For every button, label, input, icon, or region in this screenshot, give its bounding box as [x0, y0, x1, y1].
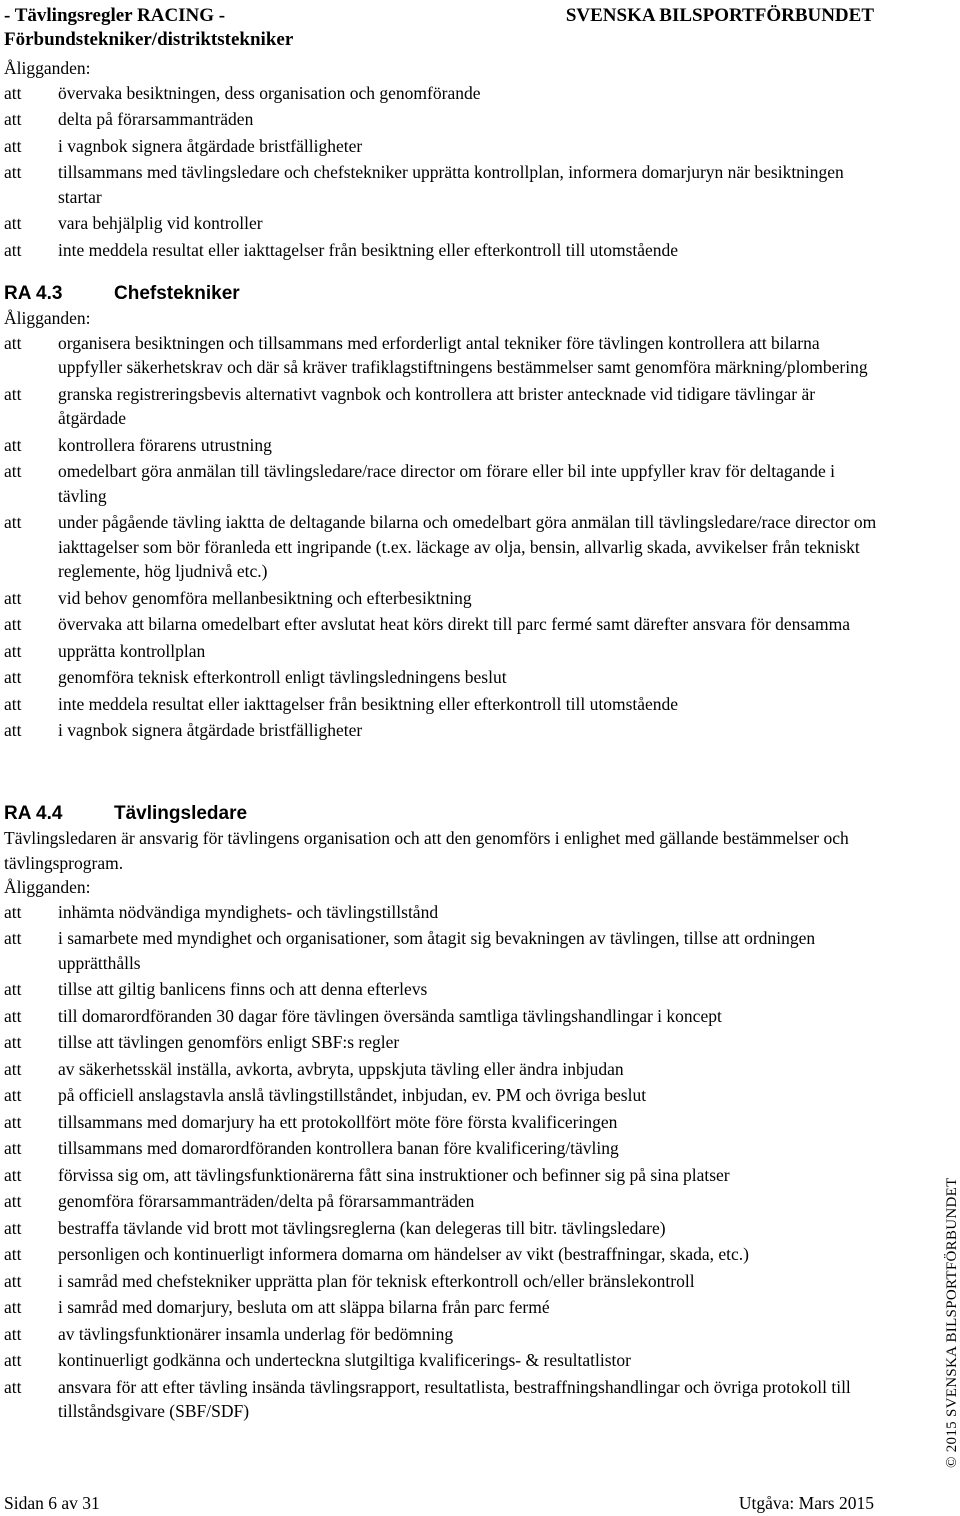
item-prefix: att	[4, 1032, 22, 1052]
item-text: övervaka besiktningen, dess organisation och genomförande	[58, 82, 481, 103]
item-prefix: att	[4, 979, 22, 999]
item-text: omedelbart göra anmälan till tävlingsledare/race director om förare eller bil inte uppfyller krav för deltagande i tävling	[58, 461, 835, 506]
list-item	[4, 238, 920, 263]
page-header	[4, 4, 874, 52]
item-prefix: att	[4, 135, 22, 156]
list-item	[4, 900, 920, 925]
list-item	[4, 1030, 920, 1055]
item-text: organisera besiktningen och tillsammans med erforderligt antal tekniker före tävlingen kontrollera att bilarna uppfyller säkerhetskrav och där så kräver trafiklagstiftningens bestämmelser samt genomföra märkning/plombering	[58, 332, 868, 377]
item-text: granska registreringsbevis alternativt vagnbok och kontrollera att brister antecknade vid tidigare tävlingar är åtgärdade	[58, 383, 816, 428]
item-prefix: att	[4, 1350, 22, 1370]
list-item	[4, 1375, 920, 1424]
list-item	[4, 586, 920, 611]
header-organization: SVENSKA BILSPORTFÖRBUNDET	[565, 5, 874, 26]
item-prefix: att	[4, 928, 22, 948]
item-prefix: att	[4, 614, 22, 634]
item-prefix: att	[4, 1244, 22, 1264]
item-prefix: att	[4, 1297, 22, 1317]
item-text: i vagnbok signera åtgärdade bristfälligheter	[58, 135, 363, 156]
list-item	[4, 382, 920, 431]
item-prefix: att	[4, 720, 22, 740]
list-item	[4, 639, 920, 664]
list-item	[4, 1110, 920, 1135]
list-item	[4, 1242, 920, 1267]
item-text: upprätta kontrollplan	[58, 640, 206, 661]
item-prefix: att	[4, 1111, 22, 1132]
list-item	[4, 1057, 920, 1082]
item-prefix: att	[4, 512, 22, 532]
item-text: i samarbete med myndighet och organisationer, som åtagit sig bevakningen av tävlingen, tillse att ordningen upprätthålls	[58, 928, 816, 973]
list-item	[4, 459, 920, 508]
section-top	[4, 56, 920, 264]
duties-label: Åligganden:	[4, 877, 91, 897]
section-heading	[4, 802, 920, 826]
list-item	[4, 510, 920, 584]
page-number: Sidan 6 av 31	[4, 1493, 100, 1513]
item-prefix: att	[4, 239, 22, 260]
side-copyright: © 2015 SVENSKA BILSPORTFÖRBUNDET	[944, 1177, 960, 1468]
item-text: tillsammans med domarjury ha ett protokollfört möte före första kvalificeringen	[58, 1111, 618, 1132]
section-ra-4-4	[4, 802, 920, 1426]
section-number: RA 4.3	[4, 283, 63, 304]
item-prefix: att	[4, 1058, 22, 1079]
item-text: tillsammans med domarordföranden kontrollera banan före kvalificering/tävling	[58, 1138, 619, 1158]
list-item	[4, 612, 920, 637]
item-text: tillse att giltig banlicens finns och att denna efterlevs	[58, 979, 428, 999]
item-text: personligen och kontinuerligt informera domarna om händelser av vikt (bestraffningar, skada, etc.)	[58, 1244, 749, 1264]
list-item	[4, 926, 920, 975]
list-item	[4, 1136, 920, 1161]
item-text: tillsammans med tävlingsledare och chefstekniker upprätta kontrollplan, informera domarjuryn när besiktningen startar	[58, 162, 844, 207]
item-prefix: att	[4, 461, 22, 481]
item-text: i vagnbok signera åtgärdade bristfälligheter	[58, 720, 363, 740]
item-text: inte meddela resultat eller iakttagelser från besiktning eller efterkontroll till utomstående	[58, 693, 679, 714]
item-text: genomföra teknisk efterkontroll enligt tävlingsledningens beslut	[58, 667, 507, 687]
item-prefix: att	[4, 82, 22, 103]
edition: Utgåva: Mars 2015	[738, 1493, 874, 1513]
item-text: i samråd med domarjury, besluta om att släppa bilarna från parc fermé	[58, 1297, 550, 1317]
item-text: övervaka att bilarna omedelbart efter avslutat heat körs direkt till parc fermé samt därefter ansvara för densamma	[58, 614, 851, 634]
header-section-title: Förbundstekniker/distriktstekniker	[4, 29, 294, 50]
list-item	[4, 134, 920, 159]
list-item	[4, 160, 920, 209]
item-text: inte meddela resultat eller iakttagelser från besiktning eller efterkontroll till utomstående	[58, 239, 679, 260]
item-prefix: att	[4, 162, 22, 182]
list-item	[4, 1163, 920, 1188]
item-text: ansvara för att efter tävling insända tävlingsrapport, resultatlista, bestraffningshandlingar och övriga protokoll till tillståndsgivare (SBF/SDF)	[58, 1376, 851, 1421]
item-text: i samråd med chefstekniker upprätta plan för teknisk efterkontroll och/eller bränslekontroll	[58, 1270, 695, 1291]
list-item	[4, 433, 920, 458]
item-text: på officiell anslagstavla anslå tävlingstillståndet, inbjudan, ev. PM och övriga beslut	[58, 1085, 647, 1105]
duties-label: Åligganden:	[4, 308, 91, 328]
item-text: kontrollera förarens utrustning	[58, 434, 272, 455]
section-ra-4-3	[4, 282, 920, 745]
list-item	[4, 107, 920, 132]
list-item	[4, 81, 920, 106]
item-prefix: att	[4, 109, 22, 129]
item-text: delta på förarsammanträden	[58, 109, 254, 129]
list-item	[4, 1189, 920, 1214]
item-text: kontinuerligt godkänna och underteckna slutgiltiga kvalificerings- & resultatlistor	[58, 1350, 631, 1370]
item-prefix: att	[4, 1005, 22, 1026]
item-prefix: att	[4, 587, 22, 608]
item-text: tillse att tävlingen genomförs enligt SBF:s regler	[58, 1032, 400, 1052]
item-prefix: att	[4, 1191, 22, 1211]
list-item	[4, 977, 920, 1002]
duties-label: Åligganden:	[4, 58, 91, 78]
section-intro: Tävlingsledaren är ansvarig för tävlingens organisation och att den genomförs i enlighet med gällande bestämmelser och tävlingsprogram.	[4, 828, 849, 873]
item-prefix: att	[4, 1270, 22, 1291]
section-title: Chefstekniker	[114, 283, 240, 304]
item-text: av säkerhetsskäl inställa, avkorta, avbryta, uppskjuta tävling eller ändra inbjudan	[58, 1058, 624, 1079]
item-prefix: att	[4, 901, 22, 922]
duties-list	[4, 331, 920, 743]
list-item	[4, 331, 920, 380]
list-item	[4, 1295, 920, 1320]
item-text: vara behjälplig vid kontroller	[58, 213, 263, 233]
item-prefix: att	[4, 383, 22, 404]
duties-list	[4, 900, 920, 1424]
item-prefix: att	[4, 640, 22, 661]
section-heading	[4, 282, 920, 306]
item-text: till domarordföranden 30 dagar före tävlingen översända samtliga tävlingshandlingar i koncept	[58, 1005, 722, 1026]
item-prefix: att	[4, 1085, 22, 1105]
section-title: Tävlingsledare	[114, 803, 248, 824]
list-item	[4, 665, 920, 690]
list-item	[4, 1083, 920, 1108]
item-prefix: att	[4, 667, 22, 687]
item-text: under pågående tävling iaktta de deltagande bilarna och omedelbart göra anmälan till tävlingsledare/race director om iakttagelser som bör föranleda ett ingripande (t.ex. läckage av olja, bensin, allvarlig skada, avvikelser från tekniskt reglemente, hög ljudnivå etc.)	[58, 512, 877, 581]
header-document-title: - Tävlingsregler RACING -	[4, 5, 226, 26]
list-item	[4, 718, 920, 743]
item-prefix: att	[4, 1323, 22, 1344]
list-item	[4, 211, 920, 236]
item-prefix: att	[4, 1376, 22, 1397]
list-item	[4, 1322, 920, 1347]
item-text: vid behov genomföra mellanbesiktning och efterbesiktning	[58, 587, 472, 608]
item-text: av tävlingsfunktionärer insamla underlag för bedömning	[58, 1323, 454, 1344]
item-prefix: att	[4, 332, 22, 353]
list-item	[4, 1348, 920, 1373]
item-prefix: att	[4, 1164, 22, 1185]
item-prefix: att	[4, 213, 22, 233]
item-text: genomföra förarsammanträden/delta på förarsammanträden	[58, 1191, 475, 1211]
item-text: inhämta nödvändiga myndighets- och tävlingstillstånd	[58, 901, 439, 922]
list-item	[4, 1004, 920, 1029]
list-item	[4, 1269, 920, 1294]
item-text: bestraffa tävlande vid brott mot tävlingsreglerna (kan delegeras till bitr. tävlingsledare)	[58, 1217, 666, 1238]
item-prefix: att	[4, 434, 22, 455]
list-item	[4, 1216, 920, 1241]
item-prefix: att	[4, 1138, 22, 1158]
item-prefix: att	[4, 693, 22, 714]
item-text: förvissa sig om, att tävlingsfunktionärerna fått sina instruktioner och befinner sig på sina platser	[58, 1164, 730, 1185]
section-number: RA 4.4	[4, 803, 63, 824]
page-footer	[4, 1491, 874, 1516]
list-item	[4, 692, 920, 717]
item-prefix: att	[4, 1217, 22, 1238]
duties-list	[4, 81, 920, 263]
